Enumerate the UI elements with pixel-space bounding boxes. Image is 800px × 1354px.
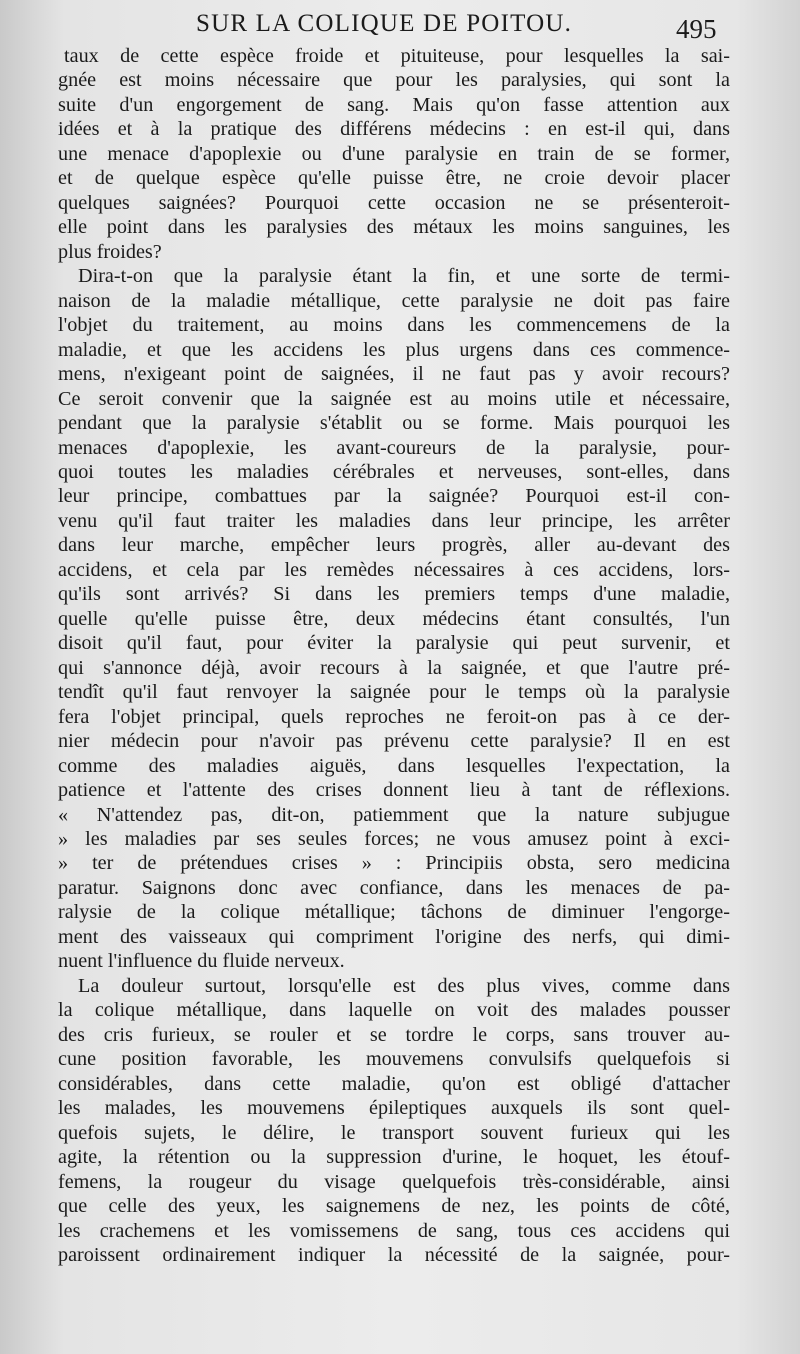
text-line: les malades, les mouvemens épileptiques auxquels ils sont quel- — [58, 1097, 730, 1120]
text-line: La douleur surtout, lorsqu'elle est des plus vives, comme dans — [78, 974, 730, 997]
text-line: quelques saignées? Pourquoi cette occasion ne se présenteroit- — [58, 191, 730, 214]
text-line: suite d'un engorgement de sang. Mais qu'on fasse attention aux — [58, 93, 730, 116]
body-text — [58, 44, 730, 1267]
text-line: fera l'objet principal, quels reproches ne feroit-on pas à ce der- — [58, 705, 730, 728]
text-line: nier médecin pour n'avoir pas prévenu cette paralysie? Il en est — [58, 730, 730, 753]
page-header — [0, 6, 800, 46]
text-line: ment des vaisseaux qui compriment l'origine des nerfs, qui dimi- — [58, 925, 730, 948]
text-line: dans leur marche, empêcher leurs progrès, aller au-devant des — [58, 534, 730, 557]
text-line: les crachemens et les vomissemens de sang, tous ces accidens qui — [58, 1219, 730, 1242]
text-line: tendît qu'il faut renvoyer la saignée pour le temps où la paralysie — [58, 681, 730, 704]
text-line: cune position favorable, les mouvemens convulsifs quelquefois si — [58, 1048, 730, 1071]
text-line: gnée est moins nécessaire que pour les paralysies, qui sont la — [58, 69, 730, 92]
text-line: et de quelque espèce qu'elle puisse être, ne croie devoir placer — [58, 167, 730, 190]
text-line: l'objet du traitement, au moins dans les commencemens de la — [58, 314, 730, 337]
page-number: 495 — [676, 14, 717, 44]
text-line: leur principe, combattues par la saignée? Pourquoi est-il con- — [58, 485, 730, 508]
text-line: plus froides? — [58, 240, 162, 263]
text-line: patience et l'attente des crises donnent lieu à tant de réflexions. — [58, 779, 730, 802]
text-line: accidens, et cela par les remèdes nécessaires à ces accidens, lors- — [58, 558, 730, 581]
text-line: quefois sujets, le délire, le transport souvent furieux qui les — [58, 1121, 730, 1144]
text-line: paratur. Saignons donc avec confiance, dans les menaces de pa- — [58, 876, 730, 899]
text-line: pendant que la paralysie s'établit ou se forme. Mais pourquoi les — [58, 412, 730, 435]
text-line: une menace d'apoplexie ou d'une paralysie en train de se former, — [58, 142, 730, 165]
text-line: agite, la rétention ou la suppression d'urine, le hoquet, les étouf- — [58, 1146, 730, 1169]
text-line: femens, la rougeur du visage quelquefois très-considérable, ainsi — [58, 1170, 730, 1193]
text-line: paroissent ordinairement indiquer la nécessité de la saignée, pour- — [58, 1243, 730, 1266]
text-line: qui s'annonce déjà, avoir recours à la saignée, et que l'autre pré- — [58, 656, 730, 679]
text-line: disoit qu'il faut, pour éviter la paralysie qui peut survenir, et — [58, 632, 730, 655]
text-line: comme des maladies aiguës, dans lesquelles l'expectation, la — [58, 754, 730, 777]
text-line: maladie, et que les accidens les plus urgens dans ces commence- — [58, 338, 730, 361]
text-line: venu qu'il faut traiter les maladies dans leur principe, les arrêter — [58, 509, 730, 532]
text-line: nuent l'influence du fluide nerveux. — [58, 950, 345, 973]
text-line: quelle qu'elle puisse être, deux médecins étant consultés, l'un — [58, 607, 730, 630]
text-line: que celle des yeux, les saignemens de nez, les points de côté, — [58, 1195, 730, 1218]
text-line: « N'attendez pas, dit-on, patiemment que la nature subjugue — [58, 803, 730, 826]
text-line: elle point dans les paralysies des métaux les moins sanguines, les — [58, 216, 730, 239]
text-line: considérables, dans cette maladie, qu'on est obligé d'attacher — [58, 1072, 730, 1095]
text-line: quoi toutes les maladies cérébrales et nerveuses, sont-elles, dans — [58, 460, 730, 483]
text-line: des cris furieux, se rouler et se tordre le corps, sans trouver au- — [58, 1023, 730, 1046]
text-line: Dira-t-on que la paralysie étant la fin, et une sorte de termi- — [78, 265, 730, 288]
text-line: qu'ils sont arrivés? Si dans les premiers temps d'une maladie, — [58, 583, 730, 606]
text-line: » ter de prétendues crises » : Principiis obsta, sero medicina — [58, 852, 730, 875]
text-line: mens, n'exigeant point de saignées, il ne faut pas y avoir recours? — [58, 363, 730, 386]
text-line: ralysie de la colique métallique; tâchons de diminuer l'engorge- — [58, 901, 730, 924]
text-line: idées et à la pratique des différens médecins : en est-il qui, dans — [58, 118, 730, 141]
running-title: SUR LA COLIQUE DE POITOU. — [196, 10, 573, 37]
text-line: naison de la maladie métallique, cette paralysie ne doit pas faire — [58, 289, 730, 312]
text-line: menaces d'apoplexie, les avant-coureurs de la paralysie, pour- — [58, 436, 730, 459]
text-line: » les maladies par ses seules forces; ne vous amusez point à exci- — [58, 828, 730, 850]
text-line: taux de cette espèce froide et pituiteuse, pour lesquelles la sai- — [64, 45, 730, 67]
text-line: Ce seroit convenir que la saignée est au moins utile et nécessaire, — [58, 387, 730, 410]
text-line: la colique métallique, dans laquelle on voit des malades pousser — [58, 999, 730, 1022]
